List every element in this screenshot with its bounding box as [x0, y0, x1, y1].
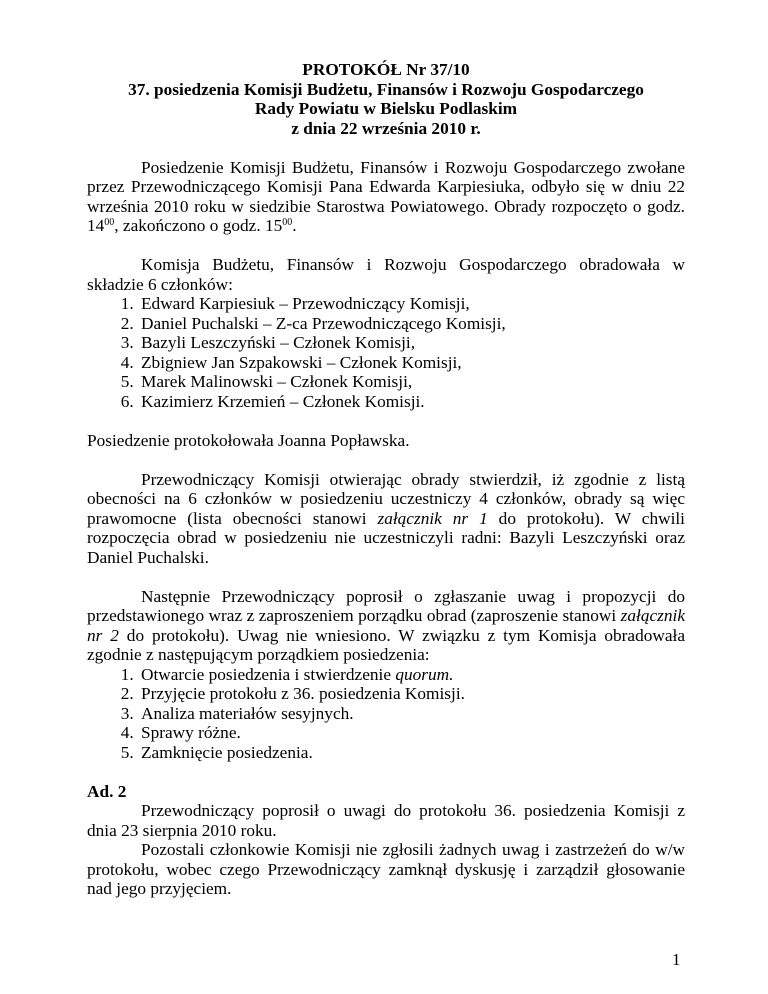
section-heading-ad2: Ad. 2: [87, 781, 127, 801]
ad2-paragraph-1: Przewodniczący poprosił o uwagi do protokołu 36. posiedzenia Komisji z dnia 23 sierpnia 2010 roku.: [87, 801, 685, 840]
list-item: 1. Edward Karpiesiuk – Przewodniczący Komisji,: [138, 294, 685, 314]
quorum-text-2: do protokołu). W chwili rozpoczęcia obrad w posiedzeniu nie uczestniczyli radni: Bazyli Leszczyński oraz Daniel Puchalski.: [87, 508, 685, 567]
list-item: 5. Zamknięcie posiedzenia.: [138, 743, 685, 763]
document-body: [87, 60, 685, 899]
recorder-paragraph: Posiedzenie protokołowała Joanna Popławska.: [87, 430, 410, 450]
list-item: 4. Zbigniew Jan Szpakowski – Członek Komisji,: [138, 353, 685, 373]
intro-text-3: .: [292, 216, 297, 235]
quorum-term: quorum.: [395, 664, 454, 684]
agenda-text-2: do protokołu). Uwag nie wniesiono. W związku z tym Komisja obradowała zgodnie z następującym porządkiem posiedzenia:: [87, 625, 686, 664]
intro-text-1: Posiedzenie Komisji Budżetu, Finansów i Rozwoju Gospodarczego zwołane przez Przewodniczącego Komisji Pana Edwarda Karpiesiuka, odbyło się w dniu 22 września 2010 roku w siedzibie Starostwa Powiatowego. Obrady rozpoczęto o godz. 14: [87, 157, 685, 235]
meeting-date: z dnia 22 września 2010 r.: [291, 118, 481, 138]
members-list: [87, 294, 685, 411]
intro-text-2: , zakończono o godz. 15: [114, 216, 283, 235]
list-item: 2. Daniel Puchalski – Z-ca Przewodniczącego Komisji,: [138, 314, 685, 334]
agenda-text-1: Następnie Przewodniczący poprosił o zgłaszanie uwag i propozycji do przedstawionego wraz z zaproszeniem porządku obrad (zaproszenie stanowi: [87, 586, 685, 625]
protocol-title: PROTOKÓŁ Nr 37/10: [302, 60, 470, 79]
list-item: 3. Analiza materiałów sesyjnych.: [138, 704, 685, 724]
quorum-text-1: Przewodniczący Komisji otwierając obrady stwierdził, iż zgodnie z listą obecności na 6 członków w posiedzeniu uczestniczy 4 członków, obrady są więc prawomocne (lista obecności stanowi: [87, 469, 685, 528]
list-item: [138, 665, 685, 685]
attachment-2-ref: załącznik nr 2: [87, 606, 685, 645]
agenda-list: [87, 665, 685, 763]
end-time-superscript: 00: [282, 217, 293, 228]
members-intro: Komisja Budżetu, Finansów i Rozwoju Gospodarczego obradowała w składzie 6 członków:: [87, 255, 685, 294]
list-item: 6. Kazimierz Krzemień – Członek Komisji.: [138, 392, 685, 412]
list-item: 2. Przyjęcie protokołu z 36. posiedzenia Komisji.: [138, 684, 685, 704]
council-name: Rady Powiatu w Bielsku Podlaskim: [254, 99, 518, 118]
quorum-paragraph: [87, 470, 685, 568]
ad2-paragraph-2: Pozostali członkowie Komisji nie zgłosili żadnych uwag i zastrzeżeń do w/w protokołu, wobec czego Przewodniczący zamknął dyskusję i zarządził głosowanie nad jego przyjęciem.: [87, 840, 685, 898]
intro-paragraph: [87, 158, 685, 236]
list-item: 5. Marek Malinowski – Członek Komisji,: [138, 372, 685, 392]
agenda-item-1-text: Otwarcie posiedzenia i stwierdzenie: [141, 664, 396, 684]
agenda-paragraph: [87, 587, 685, 665]
document-header: [87, 60, 685, 138]
page-number: 1: [672, 950, 681, 969]
list-item: 4. Sprawy różne.: [138, 723, 685, 743]
start-time-superscript: 00: [104, 217, 115, 228]
attachment-1-ref: załącznik nr 1: [377, 508, 488, 528]
list-item: 3. Bazyli Leszczyński – Członek Komisji,: [138, 333, 685, 353]
meeting-title: 37. posiedzenia Komisji Budżetu, Finansów i Rozwoju Gospodarczego: [128, 79, 644, 99]
